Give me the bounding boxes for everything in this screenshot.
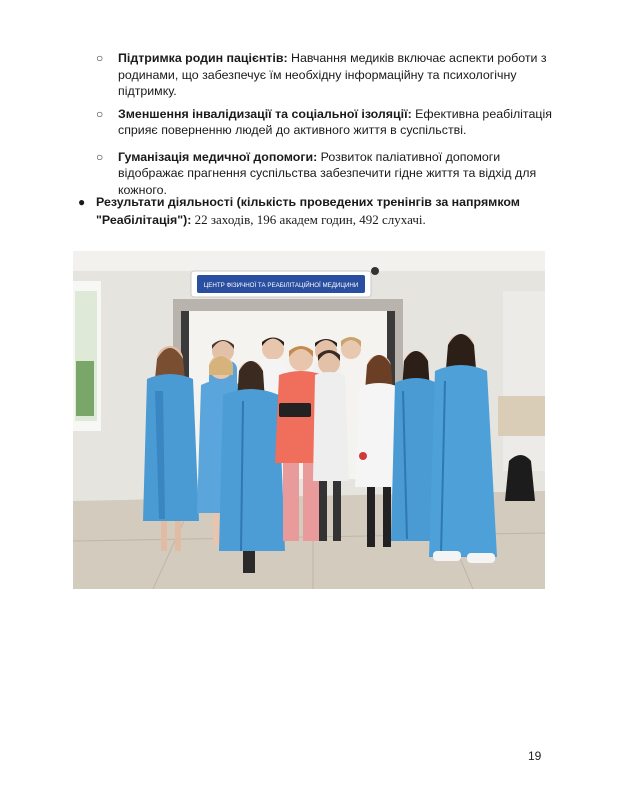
- filled-bullet-icon: ●: [78, 195, 86, 209]
- results-term: Результати діяльності (кількість проведених тренінгів за напрямком "Реабілітація"):: [96, 195, 520, 227]
- results-text: 22 заходів, 196 академ годин, 492 слухачі.: [191, 212, 426, 227]
- sub-list: [96, 50, 556, 204]
- hollow-bullet-icon: ○: [96, 149, 104, 164]
- list-item-term: Підтримка родин пацієнтів:: [118, 51, 288, 65]
- list-item-text: Ефективна реабілітація сприяє поверненню людей до активного життя в суспільстві.: [118, 106, 552, 137]
- list-item-term: Зменшення інвалідизації та соціальної ізоляції:: [118, 106, 412, 121]
- results-item: [78, 194, 566, 229]
- list-item-text: Навчання медиків включає аспекти роботи з родинами, що забезпечує їм необхідну інформаційну та психологічну підтримку.: [118, 51, 547, 98]
- hollow-bullet-icon: ○: [96, 51, 104, 65]
- list-item: [96, 50, 556, 100]
- list-item-text: Розвиток паліативної допомоги відображає прагнення суспільства забезпечити гідне життя та відхід для кожного.: [118, 149, 537, 197]
- group-photo: [73, 251, 545, 589]
- list-item: [96, 106, 556, 139]
- sign-text: ЦЕНТР ФІЗИЧНОЇ ТА РЕАБІЛІТАЦІЙНОЇ МЕДИЦИНИ: [203, 282, 359, 289]
- list-item-term: Гуманізація медичної допомоги:: [118, 149, 318, 164]
- page-number: 19: [528, 749, 542, 763]
- hollow-bullet-icon: ○: [96, 106, 104, 121]
- list-item: [96, 149, 556, 199]
